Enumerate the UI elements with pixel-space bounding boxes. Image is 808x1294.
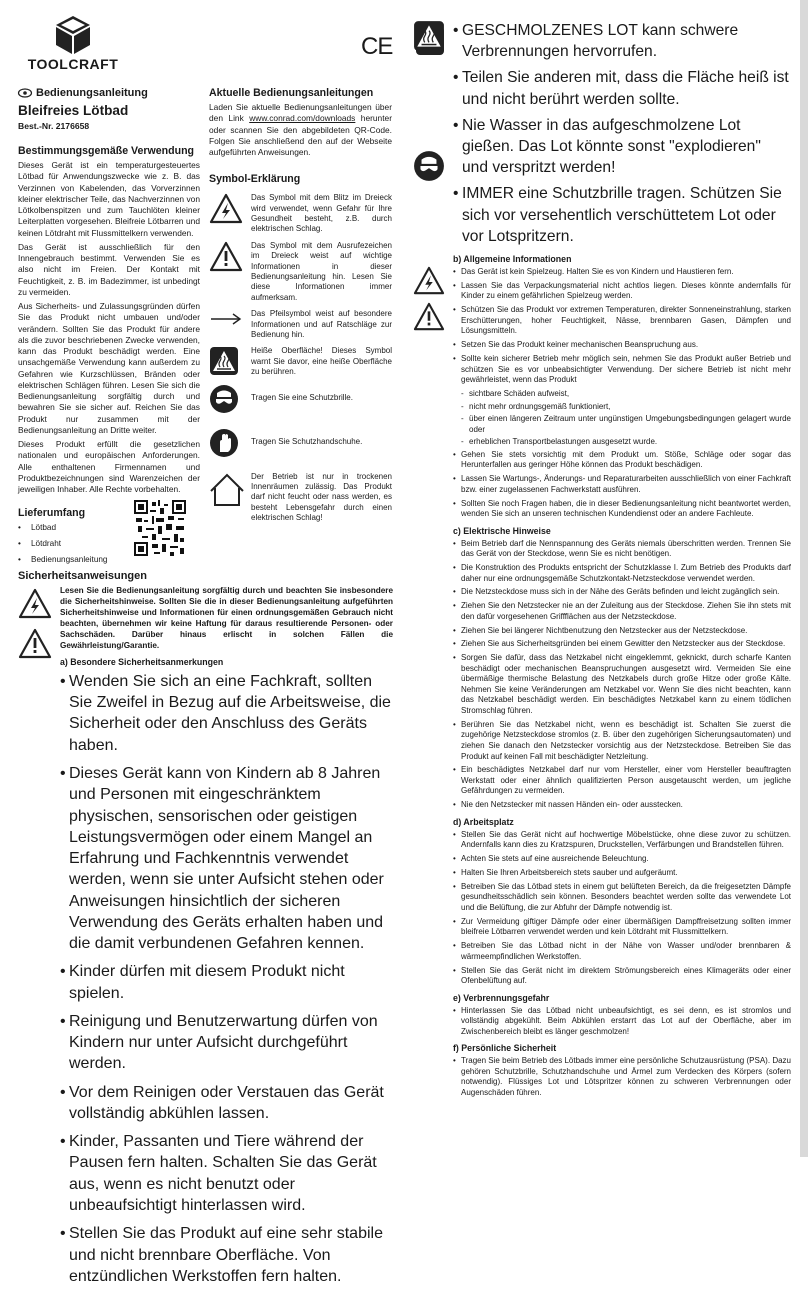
list-item: Beim Betrieb darf die Nennspannung des Geräts niemals überschritten werden. Trennen Sie das Gerät von der Steckdose, wenn Sie es nicht benötigen. bbox=[461, 538, 791, 559]
list-item: Lassen Sie Wartungs-, Änderungs- und Reparaturarbeiten ausschließlich von einer Fachkraft bzw. einer zugelassenen Fachwerkstatt ausführen. bbox=[461, 474, 791, 494]
safety-goggles-icon bbox=[413, 150, 445, 182]
intended-use-p1: Dieses Gerät ist ein temperaturgesteuertes Lötbad für Anwendungszwecke wie z. B. das Verzinnen von Kabelenden, das Vorverzinnen kleiner elektrischer Teile, das Nachverzinnen von Lötkolbenspitzen und zum Tauchlöten kleiner Leiterplatten vorgesehen. Bleifreie Lötbarren und keinen Lötdraht mit Flussmittelkern verwenden. bbox=[18, 160, 200, 238]
list-item: Betreiben Sie das Lötbad stets in einem gut belüfteten Bereich, da die freigesetzten Dämpfe gesundheitsschädlich sein können. Besonders beachtet werden sollte das verwendete Lot und die Belüftung, die zur Abfuhr der Dämpfe notwendig ist. bbox=[461, 881, 791, 913]
list-item: Kinder, Passanten und Tiere während der Pausen fern halten. Schalten Sie das Gerät aus, wenn es nicht benutzt oder unbeaufsichtigt hinterlassen wird. bbox=[69, 1133, 377, 1215]
list-item: Nie Wasser in das aufgeschmolzene Lot gießen. Das Lot könnte sonst "explodieren" und verspritzt werden! bbox=[462, 116, 761, 177]
list-item: Betreiben Sie das Lötbad nicht in der Nähe von Wasser und/oder brennbaren & wärmeempfindlichen Werkstoffen. bbox=[461, 941, 791, 961]
scope-heading: Lieferumfang bbox=[18, 507, 86, 520]
list-item: Reinigung und Benutzerwartung dürfen von Kindern nur unter Aufsicht durchgeführt werden. bbox=[69, 1012, 378, 1073]
list-item: Tragen Sie beim Betrieb des Lötbads immer eine persönliche Schutzausrüstung (PSA). Dazu gehören Schutzbrille, Schutzhandschuhe und Ärmel zum Verdecken des Körpers (sofern notwendig). Flüssiges Lot und Lötspritzer können zu schweren Verbrennungen oder Augenschäden führen. bbox=[461, 1056, 791, 1098]
manuals-text: Laden Sie aktuelle Bedienungsanleitungen über den Link www.conrad.com/downloads herunter oder scannen Sie den abgebildeten QR-Code. Folgen Sie anschließend den auf der Webseite aufgeführten Anweisungen. bbox=[209, 102, 392, 157]
product-title: Bleifreies Lötbad bbox=[18, 103, 129, 118]
section-d-list: • Stellen Sie das Gerät nicht auf hochwertige Möbelstücke, ohne diese zuvor zu schützen. Andernfalls kann dies zu Kratzspuren, Druckstellen, Verfärbungen und Brandstellen führen. • Achten Sie stets auf eine ausreichende Beleuchtung. • Halten Sie Ihren Arbeitsbereich stets sauber und aufgeräumt. • Betreiben Sie das Lötbad stets in einem gut belüfteten Bereich, da die freigesetzten Dämpfe gesundheitsschädlich sein können. Besonders beachtet werden sollte das verwendete Lot und die Belüftung, die zur Abfuhr der Dämpfe notwendig ist. • Zur Vermeidung giftiger Dämpfe oder einer übermäßigen Dampffreisetzung sollten immer bleifreie Lötbarren verwendet werden und kein Lötdraht mit Flussmittelkern. • Betreiben Sie das Lötbad nicht in der Nähe von Wasser und/oder brennbaren & wärmeempfindlichen Werkstoffen. • Stellen Sie das Gerät nicht im direktem Strömungsbereich eines Klimageräts oder einer Ofenbelüftung auf. bbox=[453, 829, 791, 986]
list-item: Lassen Sie das Verpackungsmaterial nicht achtlos liegen. Dieses könnte andernfalls für Kinder zu einem gefährlichen Spielzeug werden. bbox=[461, 280, 791, 301]
list-item: Setzen Sie das Produkt keiner mechanischen Beanspruchung aus. bbox=[461, 340, 699, 350]
symbol-row: Tragen Sie eine Schutzbrille. bbox=[209, 384, 392, 414]
list-item: Teilen Sie anderen mit, dass die Fläche heiß ist und nicht berührt werden sollte. bbox=[462, 69, 789, 108]
electric-warning-icon bbox=[18, 588, 52, 620]
hot-surface-icon bbox=[413, 20, 445, 52]
list-item: Ziehen Sie bei längerer Nichtbenutzung den Netzstecker aus der Netzsteckdose. bbox=[461, 625, 748, 635]
list-item: nicht mehr ordnungsgemäß funktioniert, bbox=[469, 401, 611, 411]
arrow-right-icon bbox=[209, 309, 243, 329]
list-item: Gehen Sie stets vorsichtig mit dem Produkt um. Stöße, Schläge oder sogar das Herunterfallen aus geringer Höhe können das Produkt beschädigen. bbox=[461, 449, 791, 470]
list-item: Sollten Sie noch Fragen haben, die in dieser Bedienungsanleitung nicht beantwortet werden, wenden Sie sich an unseren technischen Kundendienst oder an andere Fachleute. bbox=[461, 498, 791, 519]
section-f-heading: f) Persönliche Sicherheit bbox=[453, 1043, 557, 1054]
manual-label: Bedienungsanleitung bbox=[36, 87, 148, 99]
section-f-list: • Tragen Sie beim Betrieb des Lötbads immer eine persönliche Schutzausrüstung (PSA). Dazu gehören Schutzbrille, Schutzhandschuhe und Ärmel zum Verdecken des Körpers (sofern notwendig). Flüssiges Lot und Lötspritzer können zu schweren Verbrennungen oder Augenschäden führen. bbox=[453, 1056, 791, 1098]
download-link[interactable]: www.conrad.com/downloads bbox=[249, 113, 356, 124]
symbols-heading: Symbol-Erklärung bbox=[209, 173, 301, 186]
list-item: Wenden Sie sich an eine Fachkraft, sollten Sie Zweifel in Bezug auf die Arbeitsweise, die Sicherheit oder den Anschluss des Geräts haben. bbox=[69, 672, 391, 754]
list-item: Berühren Sie das Netzkabel nicht, wenn es beschädigt ist. Schalten Sie zuerst die zugehörige Netzsteckdose stromlos (z. B. über den zugehörigen Sicherungsautomaten) und ziehen Sie danach den Netzstecker vorsichtig aus der Netzsteckdose. Betreiben Sie das Produkt auf keinen Fall mit beschädigter Netzleitung. bbox=[461, 719, 791, 761]
list-item: Nie den Netzstecker mit nassen Händen ein- oder ausstecken. bbox=[461, 800, 683, 810]
list-item: Stellen Sie das Gerät nicht auf hochwertige Möbelstücke, ohne diese zuvor zu schützen. Andernfalls kann dies zu Kratzspuren, Druckstellen, Verfärbungen und Brandstellen führen. bbox=[461, 829, 791, 850]
order-number: Best.-Nr. 2176658 bbox=[18, 121, 90, 131]
symbol-row: Heiße Oberfläche! Dieses Symbol warnt Sie davor, eine heiße Oberfläche zu berühren. bbox=[209, 346, 392, 377]
section-b-list: • Das Gerät ist kein Spielzeug. Halten Sie es von Kindern und Haustieren fern. • Lassen Sie das Verpackungsmaterial nicht achtlos liegen. Dieses könnte andernfalls für Kinder zu einem gefährlichen Spielzeug werden. • Schützen Sie das Produkt vor extremen Temperaturen, direkter Sonneneinstrahlung, starken Erschütterungen, hoher Feuchtigkeit, Nässe, brennbaren Gasen, Dämpfen und Lösungsmitteln. • Setzen Sie das Produkt keiner mechanischen Beanspruchung aus. • Sollte kein sicherer Betrieb mehr möglich sein, nehmen Sie das Produkt außer Betrieb und schützen Sie es vor unbeabsichtigter Verwendung. Der sichere Betrieb ist nicht mehr gewährleistet, wenn das Produkt - sichtbare Schäden aufweist, - nicht mehr ordnungsgemäß funktioniert, - über einen längeren Zeitraum unter ungünstigen Umgebungsbedingungen gelagert wurde oder - erheblichen Transportbelastungen ausgesetzt wurde. • Gehen Sie stets vorsichtig mit dem Produkt um. Stöße, Schläge oder sogar das Herunterfallen aus geringer Höhe können das Produkt beschädigen. • Lassen Sie Wartungs-, Änderungs- und Reparaturarbeiten ausschließlich von einer Fachkraft bzw. einer zugelassenen Fachwerkstatt ausführen. • Sollten Sie noch Fragen haben, die in dieser Bedienungsanleitung nicht beantwortet werden, wenden Sie sich an unseren technischen Kundendienst oder an andere Fachleute. bbox=[453, 267, 791, 519]
safety-goggles-icon bbox=[209, 384, 239, 414]
intended-use-p3: Aus Sicherheits- und Zulassungsgründen dürfen Sie das Produkt nicht umbauen und/oder verändern. Sollten Sie das Produkt für andere als die zuvor beschriebenen Zwecke verwenden, kann das Produkt beschädigt werden. Eine unsachgemäße Verwendung kann außerdem zu Gefahren wie Kurzschlüssen, Bränden oder elektrischen Schlägen führen. Lesen Sie sich die Bedienungsanleitung sorgfältig durch und bewahren Sie sie sicher auf. Reichen Sie das Produkt nur zusammen mit der Bedienungsanleitung an Dritte weiter. bbox=[18, 301, 200, 435]
list-item: Dieses Gerät kann von Kindern ab 8 Jahren und Personen mit eingeschränktem physischen, sensorischen oder geistigen Leistungsvermögen oder einem Mangel an Erfahrung und Fachkenntnis verwendet werden, wenn sie unter Aufsicht stehen oder Anweisungen hinsichtlich der sicheren Verwendung des Geräts erhalten haben und die damit verbundenen Gefahren kennen. bbox=[69, 764, 384, 953]
list-item: Vor dem Reinigen oder Verstauen das Gerät vollständig abkühlen lassen. bbox=[69, 1083, 384, 1122]
list-item: Lötdraht bbox=[31, 539, 62, 549]
list-item: Lötbad bbox=[31, 523, 57, 533]
exclamation-warning-icon bbox=[413, 302, 445, 332]
list-item: Achten Sie stets auf eine ausreichende Beleuchtung. bbox=[461, 854, 649, 864]
safety-intro: Lesen Sie die Bedienungsanleitung sorgfältig durch und beachten Sie insbesondere die Sicherheitshinweise. Sollten Sie die in dieser Bedienungsanleitung aufgeführten Sicherheitshinweise und Informationen für einen ordnungsgemäßen Gebrauch nicht beachten, übernehmen wir keine Haftung für daraus resultierende Personen- oder Sachschäden. Darüber hinaus erlischt in solchen Fällen die Gewährleistung/Garantie. bbox=[60, 586, 393, 650]
symbol-row: Das Symbol mit dem Blitz im Dreieck wird verwendet, wenn Gefahr für Ihre Gesundheit besteht, z.B. durch elektrischen Schlag. bbox=[209, 193, 392, 235]
intended-use-heading: Bestimmungsgemäße Verwendung bbox=[18, 145, 195, 157]
section-a-list: • Wenden Sie sich an eine Fachkraft, sollten Sie Zweifel in Bezug auf die Arbeitsweise, die Sicherheit oder den Anschluss des Geräts haben. • Dieses Gerät kann von Kindern ab 8 Jahren und Personen mit eingeschränktem physischen, sensorischen oder geistigen Leistungsvermögen oder einem Mangel an Erfahrung und Fachkenntnis verwendet werden, wenn sie unter Aufsicht stehen oder Anweisungen hinsichtlich der sicheren Verwendung des Geräts erhalten haben und die damit verbundenen Gefahren kennen. • Kinder dürfen mit diesem Produkt nicht spielen. • Reinigung und Benutzerwartung dürfen von Kindern nur unter Aufsicht durchgeführt werden. • Vor dem Reinigen oder Verstauen das Gerät vollständig abkühlen lassen. • Kinder, Passanten und Tiere während der Pausen fern halten. Schalten Sie das Gerät aus, wenn es nicht benutzt oder unbeaufsichtigt hinterlassen wird. • Stellen Sie das Produkt auf eine sehr stabile und nicht brennbare Oberfläche. Von entzündlichen Werkstoffen fern halten. bbox=[18, 671, 393, 1287]
symbol-row: Der Betrieb ist nur in trockenen Innenräumen zulässig. Das Produkt darf nicht feucht oder nass werden, es besteht Lebensgefahr durch einen elektrischen Schlag! bbox=[209, 472, 392, 524]
brand-logo bbox=[18, 10, 128, 72]
list-item: Kinder dürfen mit diesem Produkt nicht spielen. bbox=[69, 963, 345, 1002]
list-item: Die Konstruktion des Produkts entspricht der Schutzklasse I. Zum Betrieb des Produkts darf daher nur eine ordnungsgemäße Schutzkontakt-Netzsteckdose verwendet werden. bbox=[461, 562, 791, 583]
symbol-row: Tragen Sie Schutzhandschuhe. bbox=[209, 428, 392, 458]
list-item: Sollte kein sicherer Betrieb mehr möglich sein, nehmen Sie das Produkt außer Betrieb und schützen Sie es vor unbeabsichtigter Verwendung. Der sichere Betrieb ist nicht mehr gewährleistet, wenn das Produkt bbox=[461, 354, 791, 385]
page-edge-tab bbox=[800, 0, 808, 1157]
manuals-heading: Aktuelle Bedienungsanleitungen bbox=[209, 87, 374, 99]
list-item: Ein beschädigtes Netzkabel darf nur vom Hersteller, einer vom Hersteller beauftragten Werkstatt oder einer ähnlich qualifizierten Person ausgetauscht werden, um jegliche Gefährdungen zu vermeiden. bbox=[461, 765, 791, 796]
list-item: sichtbare Schäden aufweist, bbox=[469, 388, 570, 398]
list-item: Das Gerät ist kein Spielzeug. Halten Sie es von Kindern und Haustieren fern. bbox=[461, 267, 734, 277]
section-d-heading: d) Arbeitsplatz bbox=[453, 816, 514, 827]
indoor-use-icon bbox=[209, 472, 245, 508]
section-c-list: • Beim Betrieb darf die Nennspannung des Geräts niemals überschritten werden. Trennen Sie das Gerät von der Steckdose, wenn Sie es nicht benötigen. • Die Konstruktion des Produkts entspricht der Schutzklasse I. Zum Betrieb des Produkts darf daher nur eine ordnungsgemäße Schutzkontakt-Netzsteckdose verwendet werden. • Die Netzsteckdose muss sich in der Nähe des Geräts befinden und leicht zugänglich sein. • Ziehen Sie den Netzstecker nie an der Zuleitung aus der Steckdose. Ziehen Sie ihn stets mit den dafür vorgesehenen Griffflächen aus der Netzsteckdose. • Ziehen Sie bei längerer Nichtbenutzung den Netzstecker aus der Netzsteckdose. • Ziehen Sie aus Sicherheitsgründen bei einem Gewitter den Netzstecker aus der Steckdose. • Sorgen Sie dafür, dass das Netzkabel nicht eingeklemmt, geknickt, durch scharfe Kanten beschädigt oder mechanischen Beanspruchungen ausgesetzt wird. Vermeiden Sie eine übermäßige thermische Belastung des Netzkabels durch große Hitze oder große Kälte. Nehmen Sie keine Veränderungen am Netzkabel vor. Wenn Sie dies nicht beachten, kann das Netzkabel beschädigt werden. Ein beschädigtes Netzkabel kann zu einem tödlichen Stromschlag führen. • Berühren Sie das Netzkabel nicht, wenn es beschädigt ist. Schalten Sie zuerst die zugehörige Netzsteckdose stromlos (z. B. über den zugehörigen Sicherungsautomaten) und ziehen Sie danach den Netzstecker vorsichtig aus der Netzsteckdose. Betreiben Sie das Produkt auf keinen Fall mit beschädigter Netzleitung. • Ein beschädigtes Netzkabel darf nur vom Hersteller, einer vom Hersteller beauftragten Werkstatt oder einer ähnlich qualifizierten Person ausgetauscht werden, um jegliche Gefährdungen zu vermeiden. • Nie den Netzstecker mit nassen Händen ein- oder ausstecken. bbox=[453, 538, 791, 810]
section-a-heading: a) Besondere Sicherheitsanmerkungen bbox=[60, 656, 224, 667]
list-item: Sorgen Sie dafür, dass das Netzkabel nicht eingeklemmt, geknickt, durch scharfe Kanten beschädigt oder mechanischen Beanspruchungen ausgesetzt wird. Vermeiden Sie eine übermäßige thermische Belastung des Netzkabels durch große Hitze oder große Kälte. Nehmen Sie keine Veränderungen am Netzkabel vor. Wenn Sie dies nicht beachten, kann das Netzkabel beschädigt werden. Ein beschädigtes Netzkabel kann zu einem tödlichen Stromschlag führen. bbox=[461, 653, 791, 716]
list-item: Hinterlassen Sie das Lötbad nicht unbeaufsichtigt, es sei denn, es ist stromlos und vollständig abgekühlt. Beim Abkühlen erstarrt das Lot auf der Oberfläche, aber im Zwischenbereich bleibt es länger geschmolzen! bbox=[461, 1005, 791, 1036]
list-item: Die Netzsteckdose muss sich in der Nähe des Geräts befinden und leicht zugänglich sein. bbox=[461, 587, 780, 597]
list-item: IMMER eine Schutzbrille tragen. Schützen Sie sich vor versehentlich verschüttetem Lot oder vor Lotspritzern. bbox=[462, 185, 782, 245]
electric-warning-icon bbox=[209, 193, 243, 225]
section-e-list: • Hinterlassen Sie das Lötbad nicht unbeaufsichtigt, es sei denn, es ist stromlos und vollständig abgekühlt. Beim Abkühlen erstarrt das Lot auf der Oberfläche, aber im Zwischenbereich bleibt es länger geschmolzen! bbox=[453, 1005, 791, 1036]
list-item: Ziehen Sie aus Sicherheitsgründen bei einem Gewitter den Netzstecker aus der Steckdose. bbox=[461, 639, 786, 649]
list-item: Bedienungsanleitung bbox=[31, 554, 108, 564]
exclamation-warning-icon bbox=[18, 628, 52, 660]
hot-surface-icon bbox=[209, 346, 239, 376]
eye-icon bbox=[18, 88, 32, 98]
electric-warning-icon bbox=[413, 266, 445, 296]
list-item: Halten Sie Ihren Arbeitsbereich stets sauber und aufgeräumt. bbox=[461, 868, 678, 878]
intended-use-p2: Das Gerät ist ausschließlich für den Innengebrauch bestimmt. Verwenden Sie es also nicht im Freien. Der Kontakt mit Feuchtigkeit, z. B. im Badezimmer, ist unbedingt zu vermeiden. bbox=[18, 241, 200, 297]
section-c-heading: c) Elektrische Hinweise bbox=[453, 525, 551, 536]
list-item: Zur Vermeidung giftiger Dämpfe oder einer übermäßigen Dampffreisetzung sollten immer bleifreie Lötbarren verwendet werden und kein Lötdraht mit Flussmittelkern. bbox=[461, 916, 791, 937]
top-warning-list: • GESCHMOLZENES LOT kann schwere Verbrennungen hervorrufen. • Teilen Sie anderen mit, dass die Fläche heiß ist und nicht berührt werden sollte. • Nie Wasser in das aufgeschmolzene Lot gießen. Das Lot könnte sonst "explodieren" und verspritzt werden! • IMMER eine Schutzbrille tragen. Schützen Sie sich vor versehentlich verschüttetem Lot oder vor Lotspritzern. bbox=[453, 20, 791, 252]
safety-gloves-icon bbox=[209, 428, 239, 458]
list-item: erheblichen Transportbelastungen ausgesetzt wurde. bbox=[469, 437, 658, 447]
exclamation-warning-icon bbox=[209, 241, 243, 273]
scope-list: • Lötbad • Lötdraht • Bedienungsanleitung bbox=[18, 523, 108, 564]
brand-name: TOOLCRAFT bbox=[27, 56, 119, 72]
intended-use-p4: Dieses Produkt erfüllt die gesetzlichen nationalen und europäischen Anforderungen. Alle enthaltenen Firmennamen und Produktbezeichnungen sind Warenzeichen der jeweiligen Inhaber. Alle Rechte vorbehalten. bbox=[18, 439, 200, 494]
list-item: Stellen Sie das Gerät nicht im direktem Strömungsbereich eines Klimageräts oder einer Ofenbelüftung auf. bbox=[461, 965, 791, 986]
section-e-heading: e) Verbrennungsgefahr bbox=[453, 992, 550, 1003]
symbol-row: Das Pfeilsymbol weist auf besondere Informationen und auf Ratschläge zur Bedienung hin. bbox=[209, 309, 392, 340]
list-item: über einen längeren Zeitraum unter ungünstigen Umgebungsbedingungen gelagert wurde oder bbox=[469, 414, 791, 434]
list-item: Ziehen Sie den Netzstecker nie an der Zuleitung aus der Steckdose. Ziehen Sie ihn stets mit den dafür vorgesehenen Griffflächen aus der Netzsteckdose. bbox=[461, 601, 791, 621]
list-item: Schützen Sie das Produkt vor extremen Temperaturen, direkter Sonneneinstrahlung, starken Erschütterungen, hoher Feuchtigkeit, Nässe, brennbaren Gasen, Dämpfen und Lösungsmitteln. bbox=[461, 305, 791, 336]
list-item: Stellen Sie das Produkt auf eine sehr stabile und nicht brennbare Oberfläche. Von entzündlichen Werkstoffen fern halten. bbox=[69, 1225, 383, 1285]
qr-code[interactable] bbox=[134, 500, 186, 556]
symbol-row: Das Symbol mit dem Ausrufezeichen im Dreieck weist auf wichtige Informationen in dieser Bedienungsanleitung hin. Lesen Sie diese Informationen immer aufmerksam. bbox=[209, 241, 392, 303]
list-item: GESCHMOLZENES LOT kann schwere Verbrennungen hervorrufen. bbox=[462, 22, 739, 61]
ce-mark: CE bbox=[361, 33, 393, 60]
safety-heading: Sicherheitsanweisungen bbox=[18, 570, 147, 582]
section-b-heading: b) Allgemeine Informationen bbox=[453, 254, 572, 265]
